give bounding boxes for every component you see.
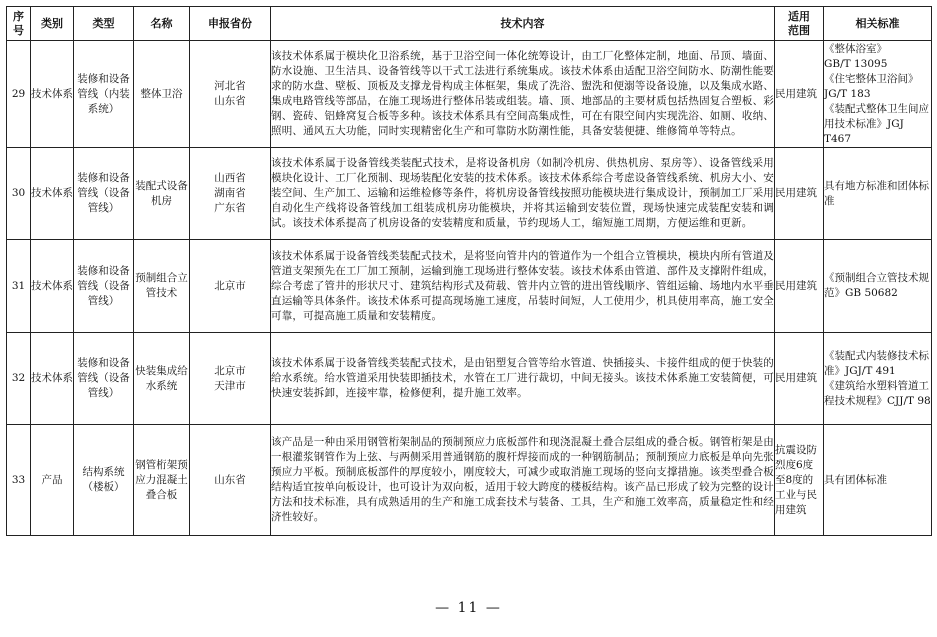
table-row	[7, 333, 932, 425]
row-type: 结构系统（楼板）	[74, 425, 134, 536]
row-scope: 民用建筑	[775, 333, 824, 425]
row-standards: 《预制组合立管技术规范》GB 50682	[824, 240, 932, 333]
row-content: 该产品是一种由采用钢管桁架制品的预制预应力底板部件和现浇混凝土叠合层组成的叠合板。钢管桁架是由一根灌浆钢管作为上弦、与两侧采用普通钢筋的腹杆焊接而成的一种钢筋制品；预制预应力底板是单向先张预应力平板。预制底板部件的厚度较小，刚度较大，可减少或取消施工现场的竖向支撑措施。该类型叠合板结构适宜按单向板设计，也可设计为双向板，适用于较大跨度的楼板结构。该产品已形成了较为完整的设计方法和技术标准，具有成熟适用的生产和施工成套技术与装备、工具，生产和施工效率高，质量稳定性和经济性较好。	[271, 425, 775, 536]
row-seq: 29	[7, 41, 31, 148]
row-seq: 32	[7, 333, 31, 425]
row-category: 技术体系	[31, 148, 74, 240]
header-scope: 适用范围	[775, 7, 824, 41]
row-province: 山东省	[190, 425, 271, 536]
row-scope: 民用建筑	[775, 148, 824, 240]
row-province: 北京市 天津市	[190, 333, 271, 425]
row-scope: 民用建筑	[775, 240, 824, 333]
row-province: 山西省 湖南省 广东省	[190, 148, 271, 240]
row-scope: 民用建筑	[775, 41, 824, 148]
header-standards: 相关标准	[824, 7, 932, 41]
row-name: 整体卫浴	[134, 41, 190, 148]
row-category: 技术体系	[31, 240, 74, 333]
row-type: 装修和设备管线（设备管线）	[74, 240, 134, 333]
row-standards: 具有地方标准和团体标准	[824, 148, 932, 240]
row-type: 装修和设备管线（设备管线）	[74, 148, 134, 240]
row-category: 技术体系	[31, 41, 74, 148]
row-content: 该技术体系属于设备管线类装配式技术，是由铝塑复合管等给水管道、快插接头、卡接件组成的便于快装的给水系统。给水管道采用快装即插技术，水管在工厂进行裁切，中间无接头。该技术体系施工安装简便，可快速安装拆卸，连接牢靠，检修便利，提升施工效率。	[271, 333, 775, 425]
header-province: 申报省份	[190, 7, 271, 41]
table-row	[7, 425, 932, 536]
header-category: 类别	[31, 7, 74, 41]
row-name: 预制组合立管技术	[134, 240, 190, 333]
header-seq: 序号	[7, 7, 31, 41]
table-row	[7, 41, 932, 148]
page-number: — 11 —	[435, 600, 502, 616]
row-type: 装修和设备管线（设备管线）	[74, 333, 134, 425]
header-name: 名称	[134, 7, 190, 41]
header-type: 类型	[74, 7, 134, 41]
table-row	[7, 148, 932, 240]
row-standards: 具有团体标准	[824, 425, 932, 536]
row-content: 该技术体系属于设备管线类装配式技术，是将设备机房（如制冷机房、供热机房、泵房等）、设备管线采用模块化设计、工厂化预制、现场装配化安装的技术体系。该技术体系综合考虑设备管线系统、机房大小、安装空间、生产加工、运输和运维检修等条件，将机房设备管线按照功能模块进行集成设计，预制加工厂采用自动化生产线将设备管线加工组装成机房功能模块，并将其运输到安装位置，现场快速完成装配安装和调试。该技术体系提高了机房设备的安装精度和质量，节约现场人工，缩短施工周期，方便运维和更新。	[271, 148, 775, 240]
row-category: 产品	[31, 425, 74, 536]
row-standards: 《整体浴室》 GB/T 13095 《住宅整体卫浴间》JG/T 183 《装配式整体卫生间应用技术标准》JGJ T467	[824, 41, 932, 148]
technology-catalog-table	[6, 6, 932, 536]
row-type: 装修和设备管线（内装系统）	[74, 41, 134, 148]
row-name: 快装集成给水系统	[134, 333, 190, 425]
header-content: 技术内容	[271, 7, 775, 41]
row-seq: 33	[7, 425, 31, 536]
row-seq: 31	[7, 240, 31, 333]
row-standards: 《装配式内装修技术标准》JGJ/T 491 《建筑给水塑料管道工程技术规程》CJJ/T 98	[824, 333, 932, 425]
row-content: 该技术体系属于设备管线类装配式技术，是将竖向管井内的管道作为一个组合立管模块，模块内所有管道及管道支架预先在工厂加工预制，运输到施工现场进行整体安装。该技术体系由管道、部件及支撑附件组成，综合考虑了管井的形状尺寸、建筑结构形式及荷载、管井内立管的进出管线顺序、管组运输、场地内水平垂直运输等具体条件。该技术体系可提高现场施工速度，吊装时间短，人工使用少，机具使用率高，施工安全可靠，可提高施工质量和安装精度。	[271, 240, 775, 333]
table-row	[7, 240, 932, 333]
row-province: 河北省 山东省	[190, 41, 271, 148]
row-scope: 抗震设防烈度6度至8度的工业与民用建筑	[775, 425, 824, 536]
row-seq: 30	[7, 148, 31, 240]
header-row	[7, 7, 932, 41]
row-category: 技术体系	[31, 333, 74, 425]
row-province: 北京市	[190, 240, 271, 333]
row-name: 钢管桁架预应力混凝土叠合板	[134, 425, 190, 536]
row-name: 装配式设备机房	[134, 148, 190, 240]
row-content: 该技术体系属于模块化卫浴系统，基于卫浴空间一体化统筹设计，由工厂化整体定制，地面、吊顶、墙面、防水设施、卫生洁具、设备管线等以干式工法进行系统集成。该技术体系由适配卫浴空间防水、防潮性能要求的防水盘、壁板、顶板及支撑龙骨构成主体框架，集成了洗浴、盥洗和便溺等设备设施，以及集成水路、集成电路管线等部品，在施工现场进行整体吊装或组装。墙、顶、地部品的主要材质包括热固复合塑板、彩钢、瓷砖、铝蜂窝复合板等多种。该技术体系具有空间高集成性，可在有限空间内实现洗浴、如厕、收纳、照明、通风五大功能，同时实现精密化生产和可靠防水防潮性能，具备安装便捷、维修简单等特点。	[271, 41, 775, 148]
